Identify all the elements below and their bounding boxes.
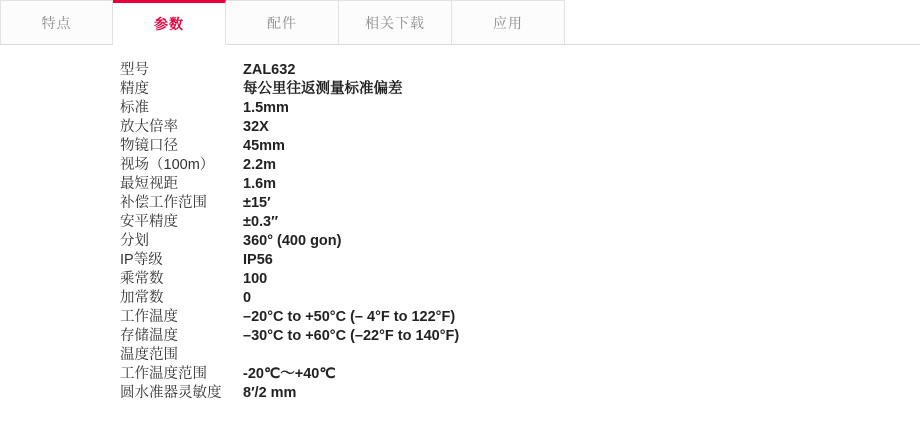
spec-key: 分划 [120, 233, 149, 249]
spec-value: 32X [243, 119, 269, 135]
spec-value: 1.6m [243, 176, 277, 192]
table-row [120, 213, 459, 232]
spec-value [243, 346, 459, 365]
table-row [120, 346, 459, 365]
table-row [120, 289, 459, 308]
spec-value: ±0.3″ [243, 214, 279, 230]
spec-key: 放大倍率 [120, 119, 178, 135]
tab-applications[interactable] [452, 0, 565, 44]
table-row [120, 308, 459, 327]
table-row [120, 80, 459, 99]
tab-label: 应用 [493, 14, 523, 31]
spec-key: 存储温度 [120, 328, 178, 344]
spec-value: IP56 [243, 252, 273, 268]
spec-table-container [0, 45, 920, 403]
spec-table [120, 61, 459, 403]
spec-value: 2.2m [243, 157, 277, 173]
spec-key: 最短视距 [120, 176, 178, 192]
tab-downloads[interactable] [339, 0, 452, 44]
spec-value: –30°C to +60°C (–22°F to 140°F) [243, 328, 460, 344]
spec-value: ±15′ [243, 195, 271, 211]
table-row [120, 232, 459, 251]
spec-value: 360° (400 gon) [243, 233, 342, 249]
tab-label: 相关下载 [365, 14, 425, 31]
table-row [120, 251, 459, 270]
table-row [120, 365, 459, 384]
tab-features[interactable] [0, 0, 113, 44]
tab-label: 参数 [154, 15, 184, 32]
tab-parameters[interactable] [113, 0, 226, 45]
spec-value: 8′/2 mm [243, 385, 297, 401]
spec-key: 型号 [120, 62, 149, 78]
spec-value: –20°C to +50°C (– 4°F to 122°F) [243, 309, 456, 325]
spec-value: -20℃～+40℃ [243, 366, 336, 382]
spec-key: 工作温度 [120, 309, 178, 325]
table-row [120, 194, 459, 213]
tab-accessories[interactable] [226, 0, 339, 44]
spec-key: 加常数 [120, 290, 164, 306]
spec-value: 1.5mm [243, 100, 289, 116]
tab-bar [0, 0, 920, 45]
spec-value: 每公里往返测量标准偏差 [243, 81, 403, 97]
table-row [120, 384, 459, 403]
spec-key: 乘常数 [120, 271, 164, 287]
table-row [120, 61, 459, 80]
spec-key: 工作温度范围 [120, 366, 207, 382]
tab-label: 配件 [267, 14, 297, 31]
spec-value: 0 [243, 290, 252, 306]
spec-value: ZAL632 [243, 62, 296, 78]
spec-key: 精度 [120, 81, 149, 97]
table-row [120, 99, 459, 118]
table-row [120, 327, 459, 346]
spec-value: 45mm [243, 138, 285, 154]
spec-key: IP等级 [120, 252, 163, 268]
tab-label: 特点 [41, 14, 72, 31]
spec-key: 视场（100m） [120, 157, 215, 173]
spec-key: 温度范围 [120, 347, 178, 363]
table-row [120, 118, 459, 137]
spec-key: 物镜口径 [120, 138, 178, 154]
table-row [120, 137, 459, 156]
spec-key: 安平精度 [120, 214, 178, 230]
table-row [120, 175, 459, 194]
table-row [120, 270, 459, 289]
spec-key: 补偿工作范围 [120, 195, 207, 211]
table-row [120, 156, 459, 175]
spec-key: 标准 [120, 100, 149, 116]
spec-value: 100 [243, 271, 268, 287]
spec-key: 圆水准器灵敏度 [120, 385, 222, 401]
